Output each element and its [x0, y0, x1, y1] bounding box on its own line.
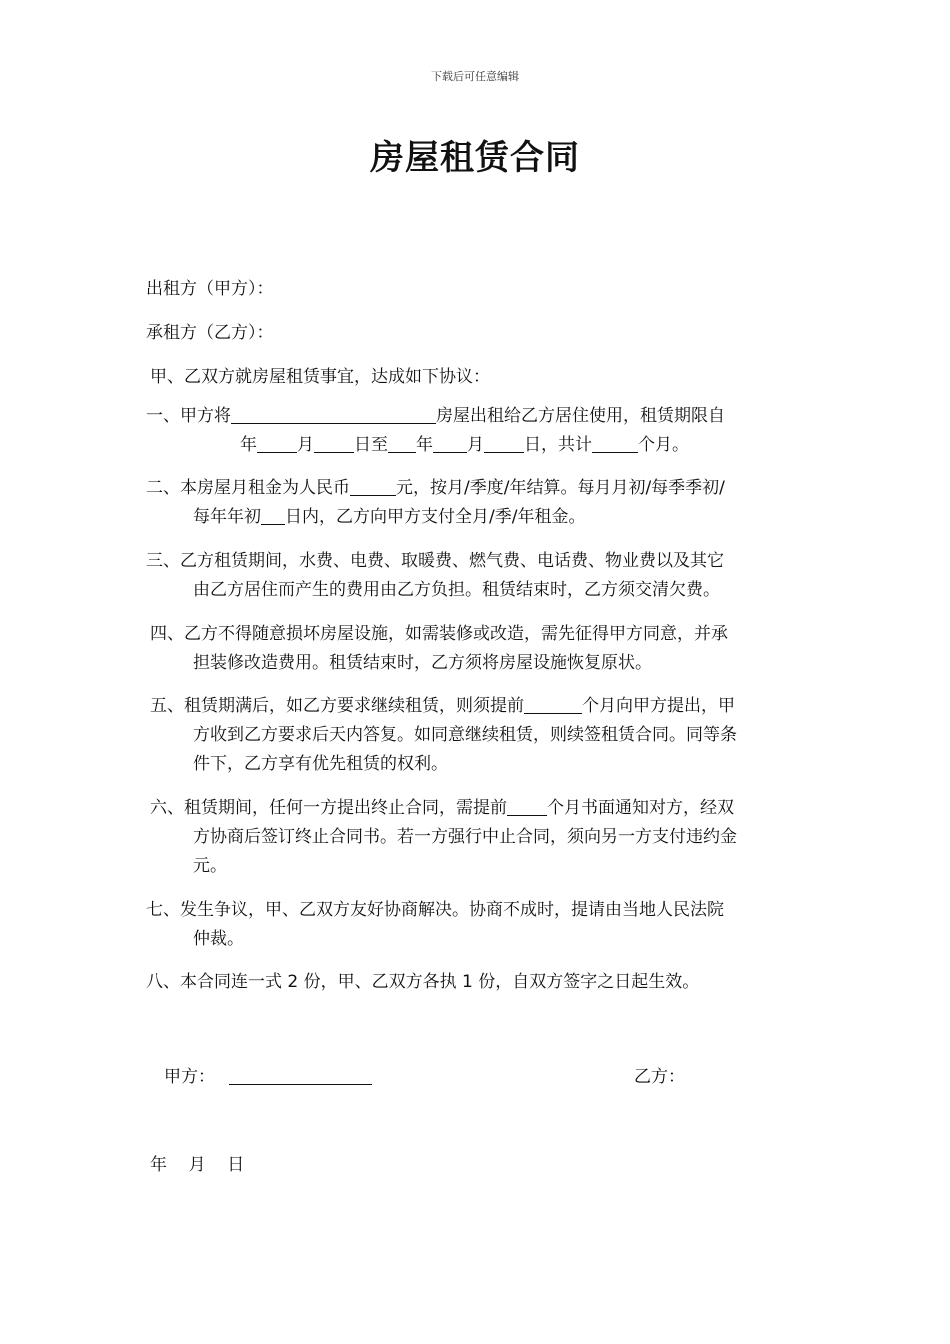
start-day-blank[interactable]: [314, 435, 354, 453]
clause-4-line-1: 四、乙方不得随意损坏房屋设施，如需装修或改造，需先征得甲方同意，并承: [150, 624, 728, 644]
clause-6: [150, 794, 822, 881]
monthly-rent-blank[interactable]: [350, 478, 396, 496]
clause-4-line-2: 担装修改造费用。租赁结束时，乙方须将房屋设施恢复原状。: [193, 653, 652, 673]
clause-text: 一、甲方将: [146, 406, 231, 426]
clause-text: 月: [297, 435, 314, 455]
clause-text: 个月向甲方提出，甲: [582, 696, 735, 716]
lessee-label: 承租方（乙方）：: [146, 323, 274, 343]
clause-text: 日，共计: [524, 435, 592, 455]
clause-1-line-2: [146, 431, 818, 460]
clause-3-line-1: 三、乙方租赁期间，水费、电费、取暖费、燃气费、电话费、物业费以及其它: [146, 551, 724, 571]
clause-text: 元，按月/季度/年结算。每月月初/每季季初/: [396, 478, 725, 498]
clause-2: [146, 474, 818, 532]
clause-4: [150, 620, 822, 678]
start-month-blank[interactable]: [257, 435, 297, 453]
clause-8-line-1: 八、本合同连一式 2 份，甲、乙双方各执 1 份，自双方签字之日起生效。: [146, 972, 700, 992]
clause-text: 每年年初: [193, 507, 261, 527]
clause-7-line-2: 仲裁。: [193, 929, 244, 949]
property-address-blank[interactable]: [231, 406, 436, 424]
clause-7: [146, 896, 818, 954]
clause-5: [150, 692, 822, 779]
clause-1-line-1: [146, 402, 818, 431]
clause-5-line-2: 方收到乙方要求后天内答复。如同意继续租赁，则续签租赁合同。同等条: [193, 725, 737, 745]
termination-notice-blank[interactable]: [507, 798, 547, 816]
clause-text: 年: [416, 435, 433, 455]
signing-date: 年 月 日: [150, 1155, 245, 1175]
clause-3: [146, 547, 818, 605]
clause-text: 六、租赁期间，任何一方提出终止合同，需提前: [150, 798, 507, 818]
end-year-blank[interactable]: [388, 435, 416, 453]
clause-6-line-3: 元。: [193, 856, 227, 876]
party-a-signature-blank[interactable]: [229, 1067, 372, 1085]
clause-text: 月: [467, 435, 484, 455]
clause-3-line-2: 由乙方居住而产生的费用由乙方负担。租赁结束时，乙方须交清欠费。: [193, 580, 720, 600]
clause-6-line-2: 方协商后签订终止合同书。若一方强行中止合同，须向另一方支付违约金: [193, 827, 737, 847]
lessor-label: 出租方（甲方）：: [146, 279, 274, 299]
clause-text: 日至: [354, 435, 388, 455]
clause-6-line-1: [150, 794, 822, 823]
header-note: 下载后可任意编辑: [431, 70, 519, 83]
end-day-blank[interactable]: [484, 435, 524, 453]
clause-7-line-1: 七、发生争议，甲、乙双方友好协商解决。协商不成时，提请由当地人民法院: [146, 900, 724, 920]
clause-text: 房屋出租给乙方居住使用，租赁期限自: [436, 406, 725, 426]
total-months-blank[interactable]: [592, 435, 638, 453]
clause-text: 年: [240, 435, 257, 455]
clause-text: 五、租赁期满后，如乙方要求继续租赁，则须提前: [150, 696, 524, 716]
party-a-signature-label: 甲方：: [164, 1067, 215, 1087]
party-b-signature: 乙方：: [634, 1067, 685, 1087]
clause-2-line-1: [146, 474, 818, 503]
clause-5-line-1: [150, 692, 822, 721]
payment-days-blank[interactable]: [261, 507, 285, 525]
clause-text: 个月。: [638, 435, 689, 455]
intro-text: 甲、乙双方就房屋租赁事宜，达成如下协议：: [150, 367, 490, 387]
contract-title: 房屋租赁合同: [370, 138, 580, 178]
clause-2-line-2: [146, 503, 818, 532]
notice-months-blank[interactable]: [524, 696, 582, 714]
clause-text: 个月书面通知对方，经双: [547, 798, 734, 818]
party-a-signature: [164, 1062, 372, 1087]
clause-text: 日内，乙方向甲方支付全月/季/年租金。: [285, 507, 586, 527]
clause-8: [146, 968, 818, 997]
clause-1: [146, 402, 818, 460]
clause-5-line-3: 件下，乙方享有优先租赁的权利。: [193, 754, 448, 774]
end-month-blank[interactable]: [433, 435, 467, 453]
clause-text: 二、本房屋月租金为人民币: [146, 478, 350, 498]
